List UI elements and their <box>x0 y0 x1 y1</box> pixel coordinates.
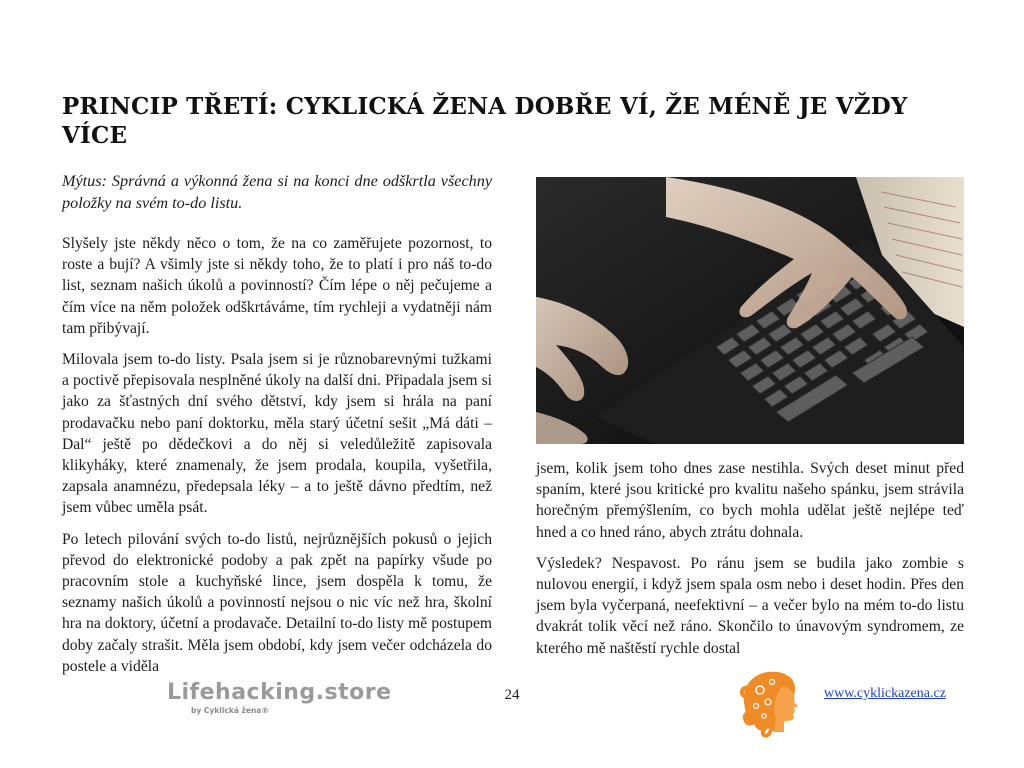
logo-wordmark: Lifehacking.store <box>167 680 392 705</box>
body-paragraph: Výsledek? Nespavost. Po ránu jsem se budila jako zombie s nulovou energií, i když jsem spala osm nebo i deset hodin. Přes den jsem byla vyčerpaná, neefektivní – a večer bylo na mém to-do listu dvakrát tolik věcí než ráno. Skončilo to únavovým syndromem, ze kterého mě naštěstí rychle dostal <box>536 554 964 657</box>
lifehacking-store-logo <box>167 680 399 724</box>
body-paragraph: Milovala jsem to-do listy. Psala jsem si je různobarevnými tužkami a poctivě přepisovala nesplněné úkoly na další dni. Připadala jsem si jako za šťastných dní svého dětství, kdy jsem si hrála na paní prodavačku nebo paní doktorku, měla starý účetní sešit „Má dáti – Dal“ ještě po dědečkovi a do něj si veledůležitě zapisovala klikyháky, které znamenaly, že jsem prodala, koupila, vyšetřila, zapsala anamnézu, předepsala léky – a to ještě dávno předtím, než jsem vůbec uměla psát. <box>62 351 492 517</box>
body-paragraph: Po letech pilování svých to-do listů, nejrůznějších pokusů o jejich převod do elektronické podoby a pak zpět na papírky všude po pracovním stole a kuchyňské lince, jsem dospěla k tomu, že seznamy našich úkolů a povinností nejsou o nic víc než hra, školní hra na doktory, účetní a prodavače. Detailní to-do listy mě postupem doby začaly strašit. Měla jsem období, kdy jsem večer odcházela do postele a viděla <box>62 530 492 675</box>
cyclical-woman-icon <box>738 668 808 738</box>
body-paragraph: jsem, kolik jsem toho dnes zase nestihla. Svých deset minut před spaním, které jsou kritické pro kvalitu našeho spánku, jsem strávila horečným přemýšlením, co bych mohla udělat ještě nejlépe teď hned a co hned ráno, abych ztrátu dohnala. <box>536 460 964 541</box>
page-title: PRINCIP TŘETÍ: CYKLICKÁ ŽENA DOBŘE VÍ, ŽE MÉNĚ JE VŽDY VÍCE <box>62 93 908 149</box>
body-paragraph: Slyšely jste někdy něco o tom, že na co zaměřujete pozornost, to roste a bují? A všimly jste si někdy toho, že to platí i pro náš to-do list, seznam našich úkolů a povinností? Čím lépe o něj pečujeme a čím více na něm položek odškrtáváme, tím rychleji a vydatněji nám tam přibývají. <box>62 235 492 337</box>
myth-statement: Mýtus: Správná a výkonná žena si na konci dne odškrtla všechny položky na svém to-do listu. <box>62 172 492 212</box>
page-number: 24 <box>504 687 520 703</box>
right-column <box>536 458 964 669</box>
left-column <box>62 170 492 687</box>
keyboard-hands-photo <box>536 177 964 444</box>
website-link[interactable]: www.cyklickazena.cz <box>824 686 946 701</box>
logo-tagline: by Cyklická žena® <box>191 706 269 715</box>
